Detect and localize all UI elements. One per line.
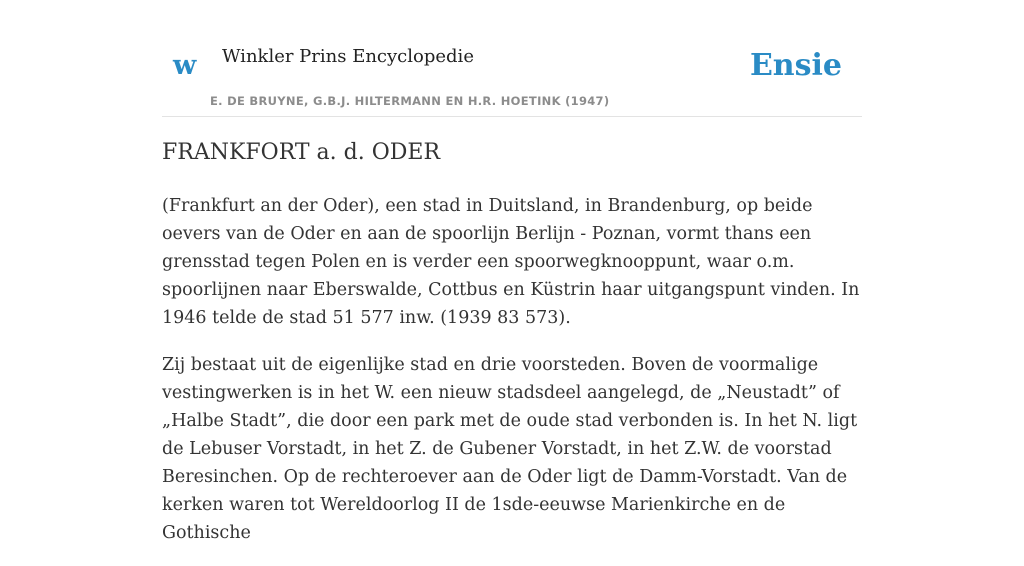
article-paragraph: Zij bestaat uit de eigenlijke stad en drie voorsteden. Boven de voormalige vestingwerken is in het W. een nieuw stadsdeel aangelegd, de „Neustadt” of „Halbe Stadt”, die door een park met de oude stad verbonden is. In het N. ligt de Lebuser Vorstadt, in het Z. de Gubener Vorstadt, in het Z.W. de voorstad Beresinchen. Op de rechteroever aan de Oder ligt de Damm-Vorstadt. Van de kerken waren tot Wereldoorlog II de 1sde-eeuwse Marienkirche en de Gothische [162,355,858,543]
article-title: FRANKFORT a. d. ODER [162,140,441,165]
site-subtitle-authors: E. DE BRUYNE, G.B.J. HILTERMANN EN H.R. HOETINK (1947) [210,94,610,108]
article-body [162,192,862,566]
ensie-brand-link[interactable]: Ensie [749,48,842,83]
article-paragraph: (Frankfurt an der Oder), een stad in Duitsland, in Brandenburg, op beide oevers van de Oder en aan de spoorlijn Berlijn - Poznan, vormt thans een grensstad tegen Polen en is verder een spoorwegknooppunt, waar o.m. spoorlijnen naar Eberswalde, Cottbus en Küstrin haar uitgangspunt vinden. In 1946 telde de stad 51 577 inw. (1939 83 573). [162,196,860,328]
site-title[interactable]: Winkler Prins Encyclopedie [222,46,474,67]
site-header [162,0,862,117]
winkler-prins-logo[interactable]: w [173,50,197,81]
